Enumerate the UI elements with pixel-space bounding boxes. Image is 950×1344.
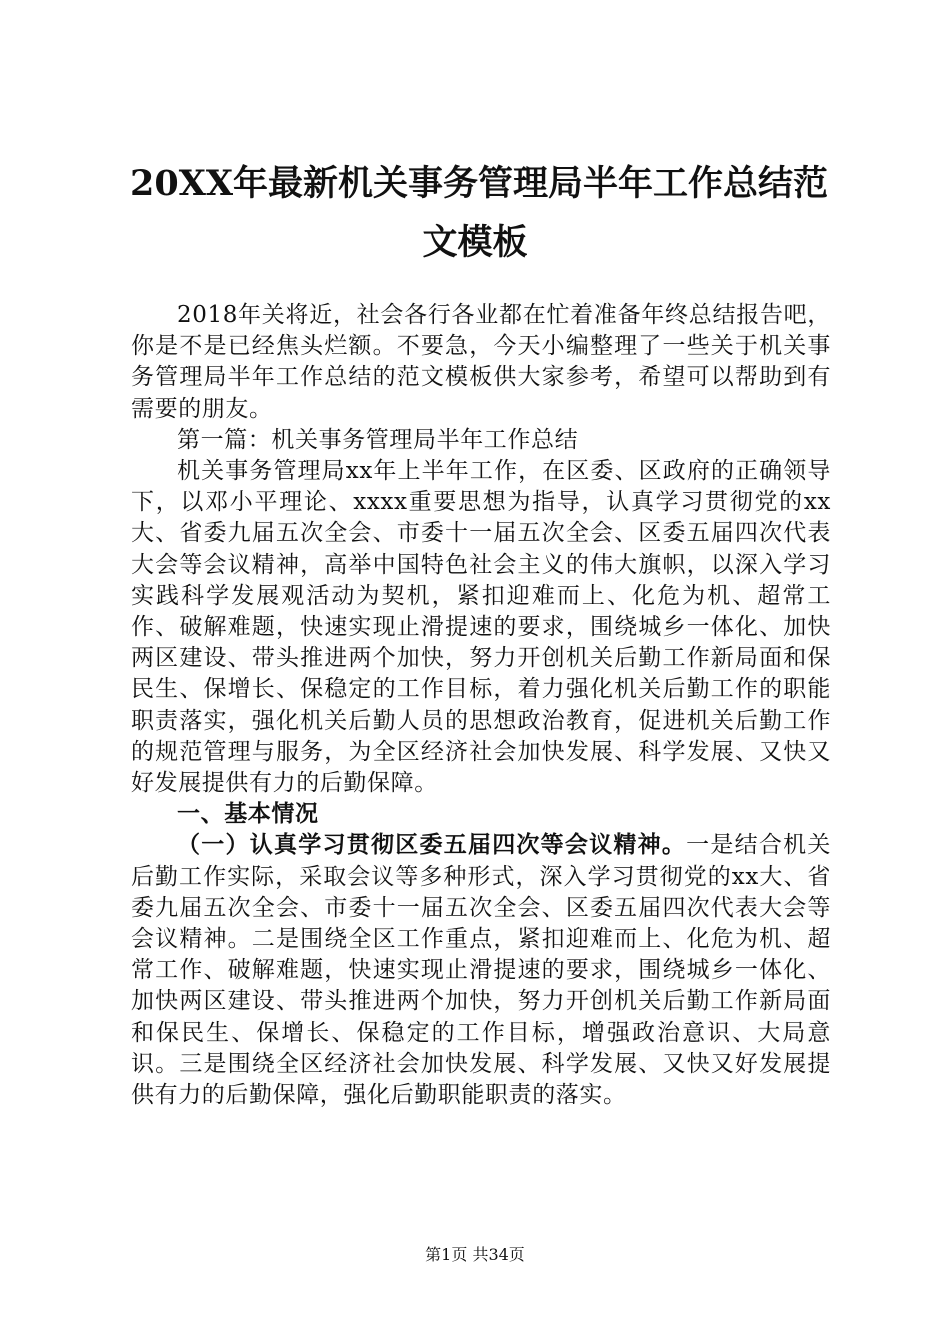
document-body [131, 300, 831, 1111]
document-title-line1: 20XX年最新机关事务管理局半年工作总结范 [130, 163, 829, 204]
subsection-paragraph [131, 830, 831, 1111]
section-heading: 一、基本情况 [177, 801, 319, 828]
subsection-text: 一是结合机关后勤工作实际，采取会议等多种形式，深入学习贯彻党的xx大、省委九届五次全会、市委十一届五次全会、区委五届四次代表大会等会议精神。二是围绕全区工作重点，紧扣迎难而上、化危为机、超常工作、破解难题，快速实现止滑提速的要求，围绕城乡一体化、加快两区建设、带头推进两个加快，努力开创机关后勤工作新局面和保民生、保增长、保稳定的工作目标，增强政治意识、大局意识。三是围绕全区经济社会加快发展、科学发展、又快又好发展提供有力的后勤保障，强化后勤职能职责的落实。 [131, 832, 831, 1109]
intro-paragraph: 2018年关将近，社会各行各业都在忙着准备年终总结报告吧，你是不是已经焦头烂额。不要急，今天小编整理了一些关于机关事务管理局半年工作总结的范文模板供大家参考，希望可以帮助到有需要的朋友。 [131, 302, 831, 422]
subsection-lead: （一）认真学习贯彻区委五届四次等会议精神。 [177, 832, 687, 859]
part-title: 第一篇：机关事务管理局半年工作总结 [177, 426, 579, 453]
document-title-line2: 文模板 [422, 222, 528, 263]
page-number-footer: 第1页 共34页 [425, 1245, 525, 1264]
body-paragraph: 机关事务管理局xx年上半年工作，在区委、区政府的正确领导下，以邓小平理论、xxxx重要思想为指导，认真学习贯彻党的xx大、省委九届五次全会、市委十一届五次全会、区委五届四次代表大会等会议精神，高举中国特色社会主义的伟大旗帜，以深入学习实践科学发展观活动为契机，紧扣迎难而上、化危为机、超常工作、破解难题，快速实现止滑提速的要求，围绕城乡一体化、加快两区建设、带头推进两个加快，努力开创机关后勤工作新局面和保民生、保增长、保稳定的工作目标，着力强化机关后勤工作的职能职责落实，强化机关后勤人员的思想政治教育，促进机关后勤工作的规范管理与服务，为全区经济社会加快发展、科学发展、又快又好发展提供有力的后勤保障。 [131, 458, 831, 797]
